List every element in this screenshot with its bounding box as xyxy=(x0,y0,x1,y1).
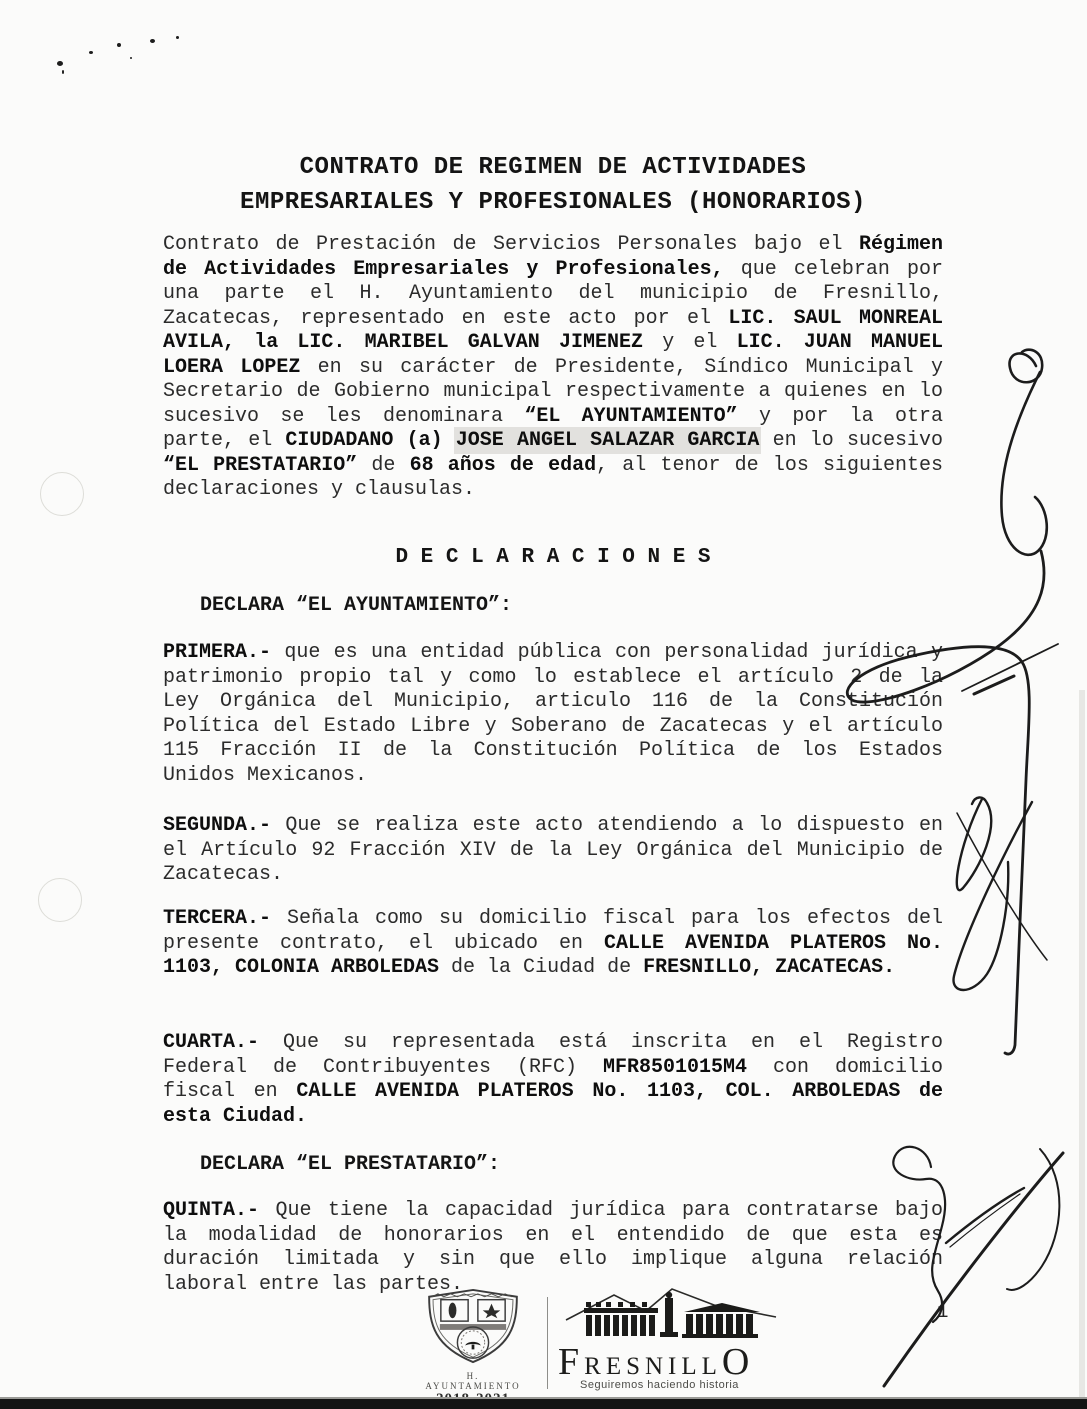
clause-primera: PRIMERA.- que es una entidad pública con personalidad jurídica y patrimonio propio tal y como lo establece el artículo 2 de la Ley Orgánica del Municipio, articulo 116 de la Constitución Política del Estado Libre y Soberano de Zacatecas y el artículo 115 Fracción II de la Constitución Política de los Estados Unidos Mexicanos. xyxy=(163,641,943,787)
signature-stroke xyxy=(946,1188,1024,1243)
ink-speck xyxy=(62,70,64,74)
declaraciones-heading: D E C L A R A C I O N E S xyxy=(395,546,711,569)
signature-stroke xyxy=(954,802,1032,990)
signature-stroke xyxy=(957,813,1047,960)
document-title-line1: CONTRATO DE REGIMEN DE ACTIVIDADES xyxy=(299,154,807,181)
intro-paragraph: Contrato de Prestación de Servicios Personales bajo el Régimen de Actividades Empresariales y Profesionales, que celebran por una parte el H. Ayuntamiento del municipio de Fresnillo, Zacatecas, representado en este acto por el LIC. SAUL MONREAL AVILA, la LIC. MARIBEL GALVAN JIMENEZ y el LIC. JUAN MANUEL LOERA LOPEZ en su carácter de Presidente, Síndico Municipal y Secretario de Gobierno municipal respectivamente a quienes en lo sucesivo se les denominara “EL AYUNTAMIENTO” y por la otra parte, el CIUDADANO (a) JOSE ANGEL SALAZAR GARCIA en lo sucesivo “EL PRESTATARIO” de 68 años de edad, al tenor de los siguientes declaraciones y clausulas. xyxy=(163,233,944,501)
wordmark-initial: F xyxy=(558,1341,585,1383)
wordmark-final: O xyxy=(721,1341,755,1383)
ink-speck xyxy=(117,43,121,47)
signature-stroke xyxy=(974,676,1014,694)
ink-speck xyxy=(176,36,179,39)
fresnillo-tagline: Seguiremos haciendo historia xyxy=(580,1379,739,1391)
declara-ayuntamiento-heading: DECLARA “EL AYUNTAMIENTO”: xyxy=(200,594,513,617)
signature-stroke xyxy=(957,797,991,890)
scan-edge-bottom xyxy=(0,1399,1087,1409)
ink-speck xyxy=(130,57,132,59)
signature-stroke xyxy=(962,644,1058,691)
signature-stroke xyxy=(1001,372,1046,555)
footer-divider xyxy=(547,1297,548,1389)
clause-quinta: QUINTA.- Que tiene la capacidad jurídica para contratarse bajo la modalidad de honorarios en el entendido de que esta es duración limitada y sin que ello implique alguna relación laboral entre las partes. xyxy=(163,1199,943,1296)
municipal-crest-logo xyxy=(420,1288,526,1408)
fresnillo-wordmark xyxy=(556,1341,786,1383)
clause-cuarta: CUARTA.- Que su representada está inscrita en el Registro Federal de Contribuyentes (RFC) MFR8501015M4 con domicilio fiscal en CALLE AVENIDA PLATEROS No. 1103, COL. ARBOLEDAS de esta Ciudad. xyxy=(163,1031,944,1128)
declara-prestatario-heading: DECLARA “EL PRESTATARIO”: xyxy=(200,1153,501,1176)
ink-speck xyxy=(57,61,63,66)
page-number: 1 xyxy=(937,1301,949,1323)
signature-stroke xyxy=(1007,1149,1059,1290)
crest-caption: H. AYUNTAMIENTO xyxy=(425,1371,521,1391)
clause-tercera: TERCERA.- Señala como su domicilio fiscal para los efectos del presente contrato, el ubicado en CALLE AVENIDA PLATEROS No. 1103, COLONIA ARBOLEDAS de la Ciudad de FRESNILLO, ZACATECAS. xyxy=(163,907,943,979)
document-title xyxy=(163,150,943,220)
crest-shield-icon xyxy=(424,1288,522,1364)
fresnillo-skyline-icon xyxy=(562,1286,780,1344)
hole-punch-mark xyxy=(38,878,82,922)
scan-edge-artifact xyxy=(1079,690,1085,1409)
hole-punch-mark xyxy=(40,472,84,516)
clause-segunda: SEGUNDA.- Que se realiza este acto atendiendo a lo dispuesto en el Artículo 92 Fracción XIV de la Ley Orgánica del Municipio de Zacatecas. xyxy=(163,814,943,886)
document-title-line2: EMPRESARIALES Y PROFESIONALES (HONORARIOS) xyxy=(240,189,866,216)
wordmark-middle: RESNILL xyxy=(584,1353,722,1380)
signature-stroke xyxy=(950,1194,1020,1247)
ink-speck xyxy=(150,39,155,43)
fresnillo-logo xyxy=(556,1286,786,1391)
ink-speck xyxy=(89,51,93,54)
signature-stroke xyxy=(1010,350,1043,383)
